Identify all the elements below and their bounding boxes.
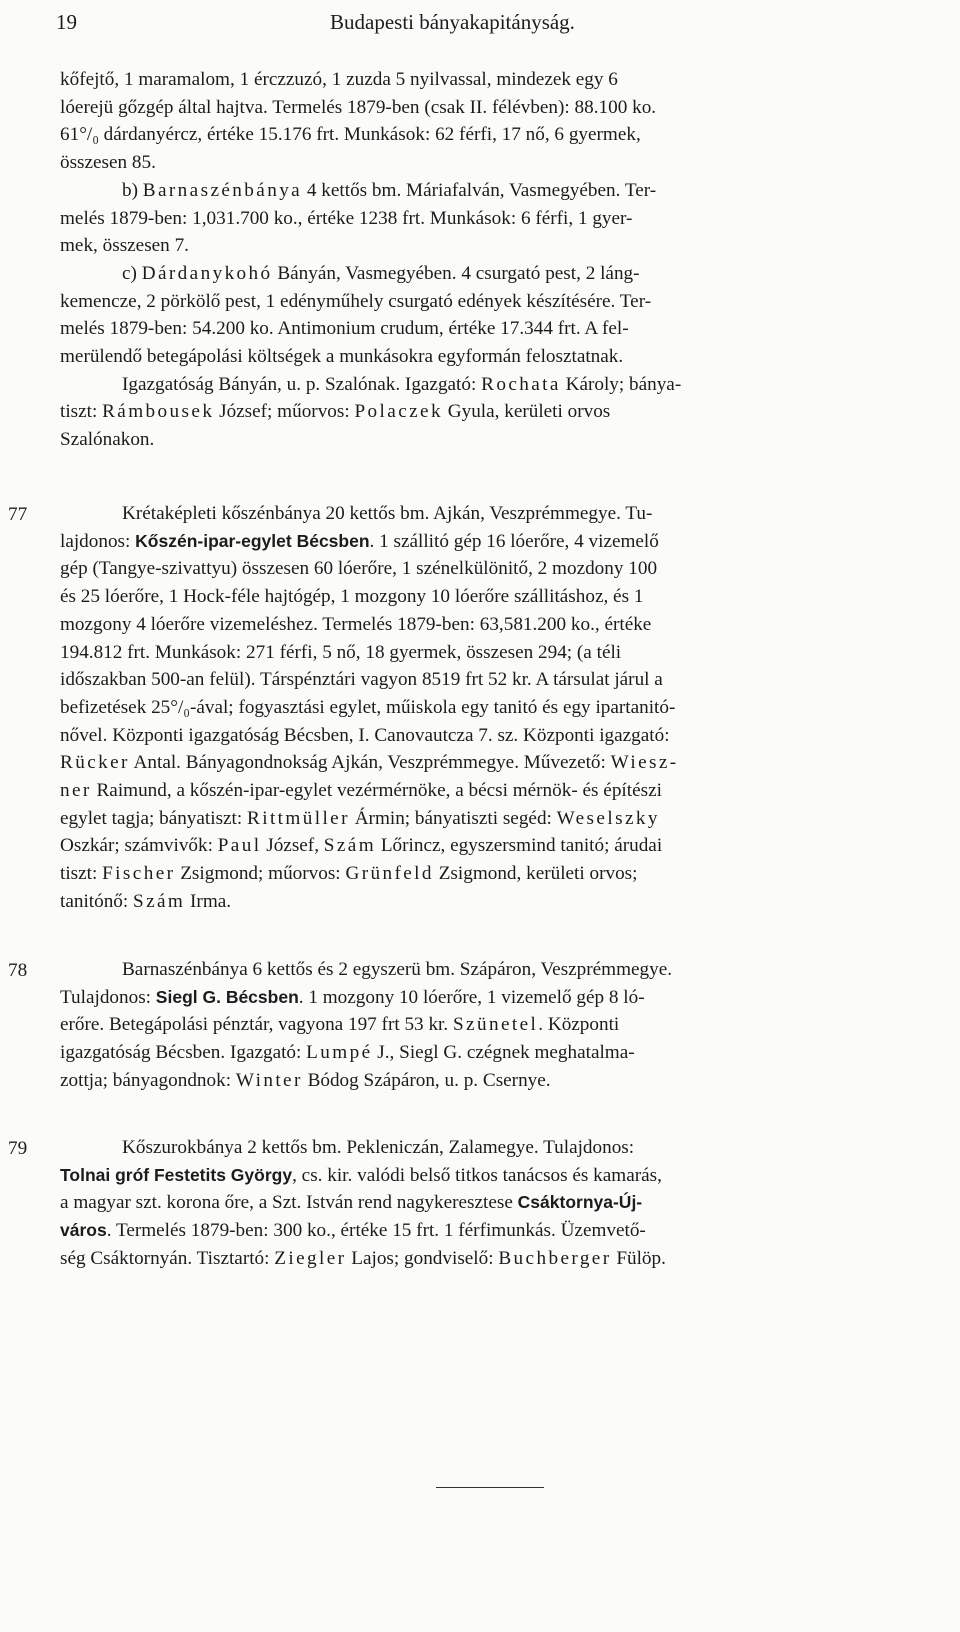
text-line: merülendő betegápolási költségek a munkásokra egyformán felosztatnak. bbox=[60, 346, 624, 368]
section-divider bbox=[436, 1487, 544, 1488]
text-line: lajdonos: Kőszén-ipar-egylet Bécsben. 1 szállitó gép 16 lóerőre, 4 vizemelő bbox=[60, 530, 659, 552]
text-line: 61°/₀ dárdanyércz, értéke 15.176 frt. Munkások: 62 férfi, 17 nő, 6 gyermek, bbox=[60, 124, 641, 146]
text-line: tiszt: Rámbousek József; műorvos: Polaczek Gyula, kerületi orvos bbox=[60, 401, 611, 423]
spaced-name: Wiesz- bbox=[610, 752, 679, 774]
spaced-name: Barnaszénbánya bbox=[142, 179, 303, 201]
text-line: melés 1879-ben: 1,031.700 ko., értéke 1238 frt. Munkások: 6 férfi, 1 gyer- bbox=[60, 207, 633, 229]
text-line: Tulajdonos: Siegl G. Bécsben. 1 mozgony 10 lóerőre, 1 vizemelő gép 8 ló- bbox=[60, 986, 645, 1008]
spaced-name: Buchberger bbox=[498, 1247, 612, 1269]
text-line: Kőszurokbánya 2 kettős bm. Pekleniczán, Zalamegye. Tulajdonos: bbox=[122, 1137, 635, 1158]
text-line: gép (Tangye-szivattyu) összesen 60 lóerőre, 1 szénelkülönitő, 2 mozdony 100 bbox=[60, 558, 658, 580]
text-line: Igazgatóság Bányán, u. p. Szalónak. Igazgató: Rochata Károly; bánya- bbox=[122, 373, 682, 395]
spaced-name: Polaczek bbox=[354, 401, 443, 423]
text-line: ner Raimund, a kőszén-ipar-egylet vezérmérnöke, a bécsi mérnök- és építészi bbox=[60, 780, 662, 802]
entry-number: 79 bbox=[8, 1138, 28, 1159]
text-line: a magyar szt. korona őre, a Szt. István rend nagykeresztese Csáktornya-Új- bbox=[60, 1192, 643, 1214]
spaced-name: Szám bbox=[323, 835, 377, 857]
place-name: város bbox=[60, 1220, 107, 1241]
text-line: Rücker Antal. Bányagondnokság Ajkán, Veszprémmegye. Művezető: Wiesz- bbox=[60, 752, 679, 774]
place-name: Csáktornya-Új- bbox=[517, 1192, 643, 1213]
spaced-name: Szünetel bbox=[452, 1014, 539, 1036]
spaced-name: Paul bbox=[217, 835, 262, 857]
text-line: összesen 85. bbox=[60, 152, 156, 174]
paragraph-continuation bbox=[60, 66, 920, 454]
spaced-name: Rochata bbox=[481, 373, 561, 395]
text-line: időszakban 500-an felül). Társpénztári vagyon 8519 frt 52 kr. A társulat járul a bbox=[60, 669, 663, 691]
spaced-name: Rámbousek bbox=[102, 401, 215, 423]
text-line: ség Csáktornyán. Tisztartó: Ziegler Lajos; gondviselő: Buchberger Fülöp. bbox=[60, 1247, 666, 1269]
text-line: kemencze, 2 pörkölő pest, 1 edényműhely csurgató edények készítésére. Ter- bbox=[60, 290, 652, 312]
text-line: Krétaképleti kőszénbánya 20 kettős bm. Ajkán, Veszprémmegye. Tu- bbox=[122, 503, 653, 524]
text-line: 194.812 frt. Munkások: 271 férfi, 5 nő, 18 gyermek, összesen 294; (a téli bbox=[60, 641, 622, 663]
spaced-name: Lumpé bbox=[306, 1042, 373, 1064]
text-line: c) Dárdanykohó Bányán, Vasmegyében. 4 csurgató pest, 2 láng- bbox=[122, 262, 640, 284]
text-line: tiszt: Fischer Zsigmond; műorvos: Grünfeld Zsigmond, kerületi orvos; bbox=[60, 863, 638, 885]
text-line: b) Barnaszénbánya 4 kettős bm. Máriafalván, Vasmegyében. Ter- bbox=[122, 179, 657, 201]
running-head: Budapesti bányakapitányság. bbox=[330, 10, 575, 34]
text-line: Szalónakon. bbox=[60, 429, 155, 451]
owner-name: Siegl G. Bécsben bbox=[155, 986, 299, 1007]
entry-79 bbox=[60, 1134, 920, 1273]
spaced-name: Rittmüller bbox=[247, 807, 350, 829]
spaced-name: Grünfeld bbox=[345, 863, 434, 885]
entry-78 bbox=[60, 956, 920, 1095]
text-line: mek, összesen 7. bbox=[60, 235, 189, 257]
spaced-name: Szám bbox=[133, 890, 186, 912]
owner-name: Kőszén-ipar-egylet Bécsben bbox=[135, 530, 370, 551]
entry-77 bbox=[60, 500, 920, 916]
text-line: tanitónő: Szám Irma. bbox=[60, 890, 232, 912]
spaced-name: ner bbox=[60, 780, 92, 802]
text-line: zottja; bányagondnok: Winter Bódog Szápáron, u. p. Csernye. bbox=[60, 1069, 551, 1091]
spaced-name: Rücker bbox=[60, 752, 130, 774]
text-line: Barnaszénbánya 6 kettős és 2 egyszerü bm. Szápáron, Veszprémmegye. bbox=[122, 959, 673, 980]
text-line: erőre. Betegápolási pénztár, vagyona 197 frt 53 kr. Szünetel. Központi bbox=[60, 1014, 620, 1036]
entry-number: 78 bbox=[8, 960, 28, 981]
text-line: kőfejtő, 1 maramalom, 1 érczzuzó, 1 zuzda 5 nyilvassal, mindezek egy 6 bbox=[60, 69, 618, 90]
spaced-name: Weselszky bbox=[556, 807, 660, 829]
text-line: melés 1879-ben: 54.200 ko. Antimonium crudum, értéke 17.344 frt. A fel- bbox=[60, 318, 629, 340]
spaced-name: Dárdanykohó bbox=[141, 262, 273, 284]
owner-name: Tolnai gróf Festetits György bbox=[60, 1164, 293, 1185]
text-line: lóerejü gőzgép által hajtva. Termelés 1879-ben (csak II. félévben): 88.100 ko. bbox=[60, 96, 657, 118]
spaced-name: Fischer bbox=[102, 863, 176, 885]
page-header bbox=[0, 6, 960, 40]
text-line: város. Termelés 1879-ben: 300 ko., értéke 15 frt. 1 férfimunkás. Üzemvető- bbox=[60, 1220, 646, 1242]
text-line: mozgony 4 lóerőre vizemeléshez. Termelés 1879-ben: 63,581.200 ko., értéke bbox=[60, 613, 652, 635]
text-line: nővel. Központi igazgatóság Bécsben, I. Canovautcza 7. sz. Központi igazgató: bbox=[60, 724, 670, 746]
text-line: Oszkár; számvivők: Paul József, Szám Lőrincz, egyszersmind tanitó; árudai bbox=[60, 835, 663, 857]
text-line: igazgatóság Bécsben. Igazgató: Lumpé J., Siegl G. czégnek meghatalma- bbox=[60, 1042, 635, 1064]
text-line: és 25 lóerőre, 1 Hock-féle hajtógép, 1 mozgony 10 lóerőre szállitáshoz, és 1 bbox=[60, 586, 644, 608]
spaced-name: Winter bbox=[235, 1069, 303, 1091]
text-line: befizetések 25°/₀-ával; fogyasztási egylet, műiskola egy tanitó és egy ipartanitó- bbox=[60, 696, 676, 718]
entry-number: 77 bbox=[8, 504, 28, 525]
text-line: Tolnai gróf Festetits György, cs. kir. valódi belső titkos tanácsos és kamarás, bbox=[60, 1164, 662, 1186]
spaced-name: Ziegler bbox=[274, 1247, 347, 1269]
page-number: 19 bbox=[56, 10, 77, 34]
text-line: egylet tagja; bányatiszt: Rittmüller Ármin; bányatiszti segéd: Weselszky bbox=[60, 807, 660, 829]
